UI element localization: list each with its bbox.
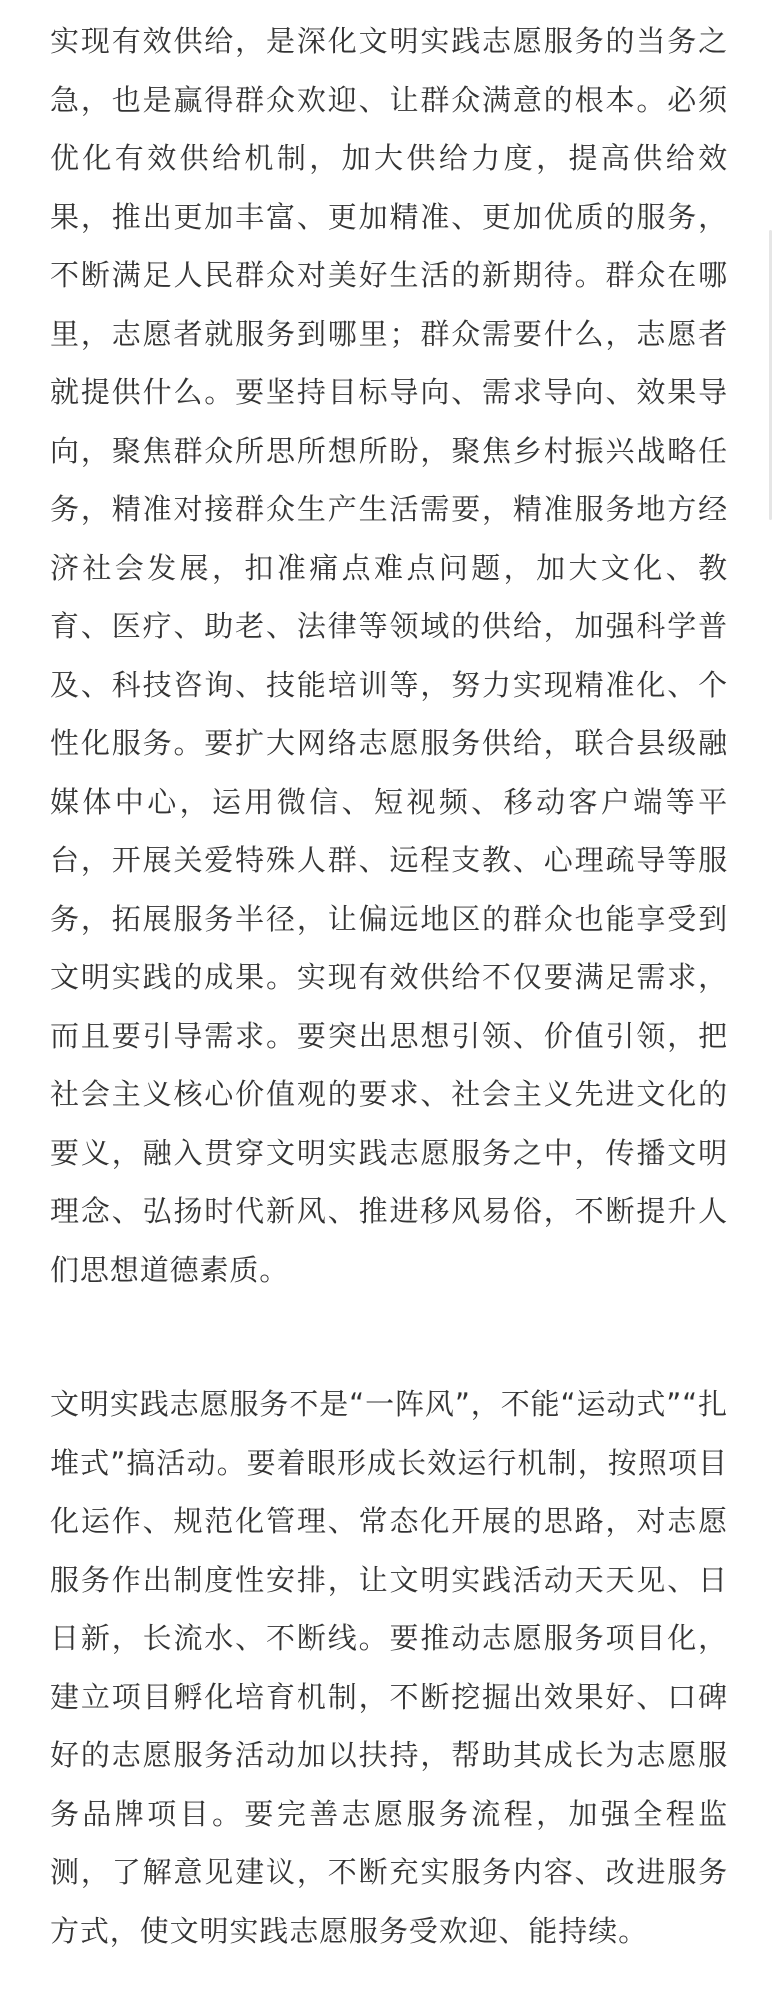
scrollbar[interactable] xyxy=(766,0,774,2000)
article-body xyxy=(50,12,728,1960)
scrollbar-thumb[interactable] xyxy=(769,230,772,520)
paragraph-spacer xyxy=(50,1299,728,1375)
paragraph-long-term-mechanism: 文明实践志愿服务不是“一阵风”，不能“运动式”“扎堆式”搞活动。要着眼形成长效运行机制，按照项目化运作、规范化管理、常态化开展的思路，对志愿服务作出制度性安排，让文明实践活动天天见、日日新，长流水、不断线。要推动志愿服务项目化，建立项目孵化培育机制，不断挖掘出效果好、口碑好的志愿服务活动加以扶持，帮助其成长为志愿服务品牌项目。要完善志愿服务流程，加强全程监测，了解意见建议，不断充实服务内容、改进服务方式，使文明实践志愿服务受欢迎、能持续。 xyxy=(50,1387,728,1948)
paragraph-effective-supply: 实现有效供给，是深化文明实践志愿服务的当务之急，也是赢得群众欢迎、让群众满意的根本。必须优化有效供给机制，加大供给力度，提高供给效果，推出更加丰富、更加精准、更加优质的服务，不断满足人民群众对美好生活的新期待。群众在哪里，志愿者就服务到哪里；群众需要什么，志愿者就提供什么。要坚持目标导向、需求导向、效果导向，聚焦群众所思所想所盼，聚焦乡村振兴战略任务，精准对接群众生产生活需要，精准服务地方经济社会发展，扣准痛点难点问题，加大文化、教育、医疗、助老、法律等领域的供给，加强科学普及、科技咨询、技能培训等，努力实现精准化、个性化服务。要扩大网络志愿服务供给，联合县级融媒体中心，运用微信、短视频、移动客户端等平台，开展关爱特殊人群、远程支教、心理疏导等服务，拓展服务半径，让偏远地区的群众也能享受到文明实践的成果。实现有效供给不仅要满足需求，而且要引导需求。要突出思想引领、价值引领，把社会主义核心价值观的要求、社会主义先进文化的要义，融入贯穿文明实践志愿服务之中，传播文明理念、弘扬时代新风、推进移风易俗，不断提升人们思想道德素质。 xyxy=(50,24,728,1287)
